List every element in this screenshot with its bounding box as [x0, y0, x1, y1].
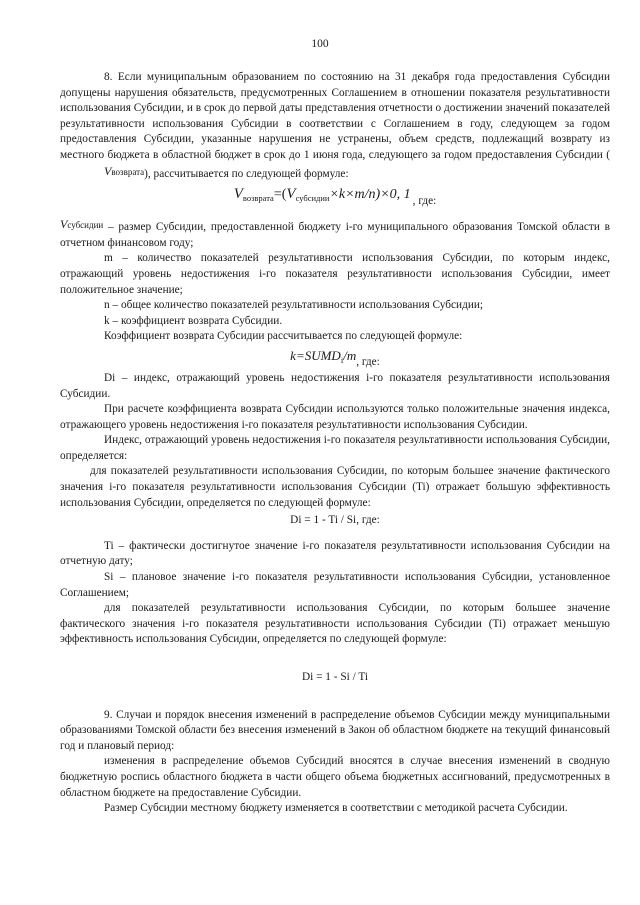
paragraph-8-end: ), рассчитывается по следующей формуле: — [144, 167, 349, 180]
definition-si: Si – плановое значение i-го показателя результативности использования Субсидии, установленное Соглашением; — [60, 571, 610, 599]
formula-di-2: Di = 1 - Si / Ti — [301, 671, 369, 683]
definition-v-subsidii: Vсубсидии – размер Субсидии, предоставленной бюджету i-го муниципального образования Томской области в отчетном финансовом году; — [60, 217, 610, 249]
page-number: 100 — [311, 38, 329, 50]
paragraph-9-changes: изменения в распределение объемов Субсидий вносятся в случае внесения изменений в сводную бюджетную роспись областного бюджета в части общего объема бюджетных ассигнований, предусмотренных в областном бюджете на предоставление Субсидии. — [60, 755, 610, 799]
definition-di: Di – индекс, отражающий уровень недостижения i-го показателя результативности использования Субсидии. — [60, 371, 610, 400]
definition-ti: Ti – фактически достигнутое значение i-го показателя результативности использования Субсидии на отчетную дату; — [60, 539, 610, 568]
definition-m: m – количество показателей результативности использования Субсидии, по которым индекс, отражающий уровень недостижения i-го показателя результативности использования Субсидии, имеет положительное значение; — [60, 252, 610, 296]
k-formula-intro: Коэффициент возврата Субсидии рассчитывается по следующей формуле: — [104, 330, 463, 343]
paragraph-8 — [60, 70, 610, 182]
case-greater-better: для показателей результативности использования Субсидии, по которым большее значение фактического значения i-го показателя результативности использования Субсидии (Ti) отражает большую эффективность использования Субсидии, определяется по следующей формуле: — [60, 465, 610, 509]
paragraph-9: 9. Случаи и порядок внесения изменений в распределение объемов Субсидии между муниципальными образованиями Томской области без внесения изменений в Закон об областном бюджете на текущий финансовый год и плановый период: — [60, 708, 610, 752]
v-vozvrata-symbol: Vвозврата — [104, 163, 145, 178]
calculation-note: При расчете коэффициента возврата Субсидии используются только положительные значения индекса, отражающего уровень недостижения i-го показателя результативности использования Субсидии. — [60, 403, 610, 431]
formula-k: $k=SUMD_i/m$, где: — [290, 347, 380, 368]
formula-return-volume: $V_{возврата}=(V_{субсидии}\times k\times m/n)\times 0$, 1 $_{, где:}$ — [233, 186, 437, 208]
index-definition: Индекс, отражающий уровень недостижения i-го показателя результативности использования Субсидии, определяется: — [60, 434, 610, 462]
v-subsidii-symbol: Vсубсидии — [60, 217, 104, 232]
case-greater-worse: для показателей результативности использования Субсидии, по которым большее значение фактического значения i-го показателя результативности использования Субсидии (Ti) отражает меньшую эффективность использования Субсидии, определяется по следующей формуле: — [60, 602, 610, 646]
paragraph-8-text: 8. Если муниципальным образованием по состоянию на 31 декабря года предоставления Субсидии допущены нарушения обязательств, предусмотренных Соглашением в отношении показателя результативности использования Субсидии, и в срок до первой даты представления отчетности о достижении значений показателей результативности использования Субсидии в соответствии с Соглашением в году, следующем за годом предоставления Субсидии, указанные нарушения не устранены, объем средств, подлежащий возврату из местного бюджета в областной бюджет в срок до 1 июня года, следующего за годом предоставления Субсидии ( — [60, 71, 610, 161]
paragraph-9-size: Размер Субсидии местному бюджету изменяется в соответствии с методикой расчета Субсидии. — [104, 802, 568, 815]
document-body — [60, 70, 610, 817]
definition-n: n – общее количество показателей результативности использования Субсидии; — [104, 299, 484, 312]
definition-k: k – коэффициент возврата Субсидии. — [104, 314, 283, 327]
formula-di-1: Di = 1 - Ti / Si, где: — [290, 514, 380, 527]
